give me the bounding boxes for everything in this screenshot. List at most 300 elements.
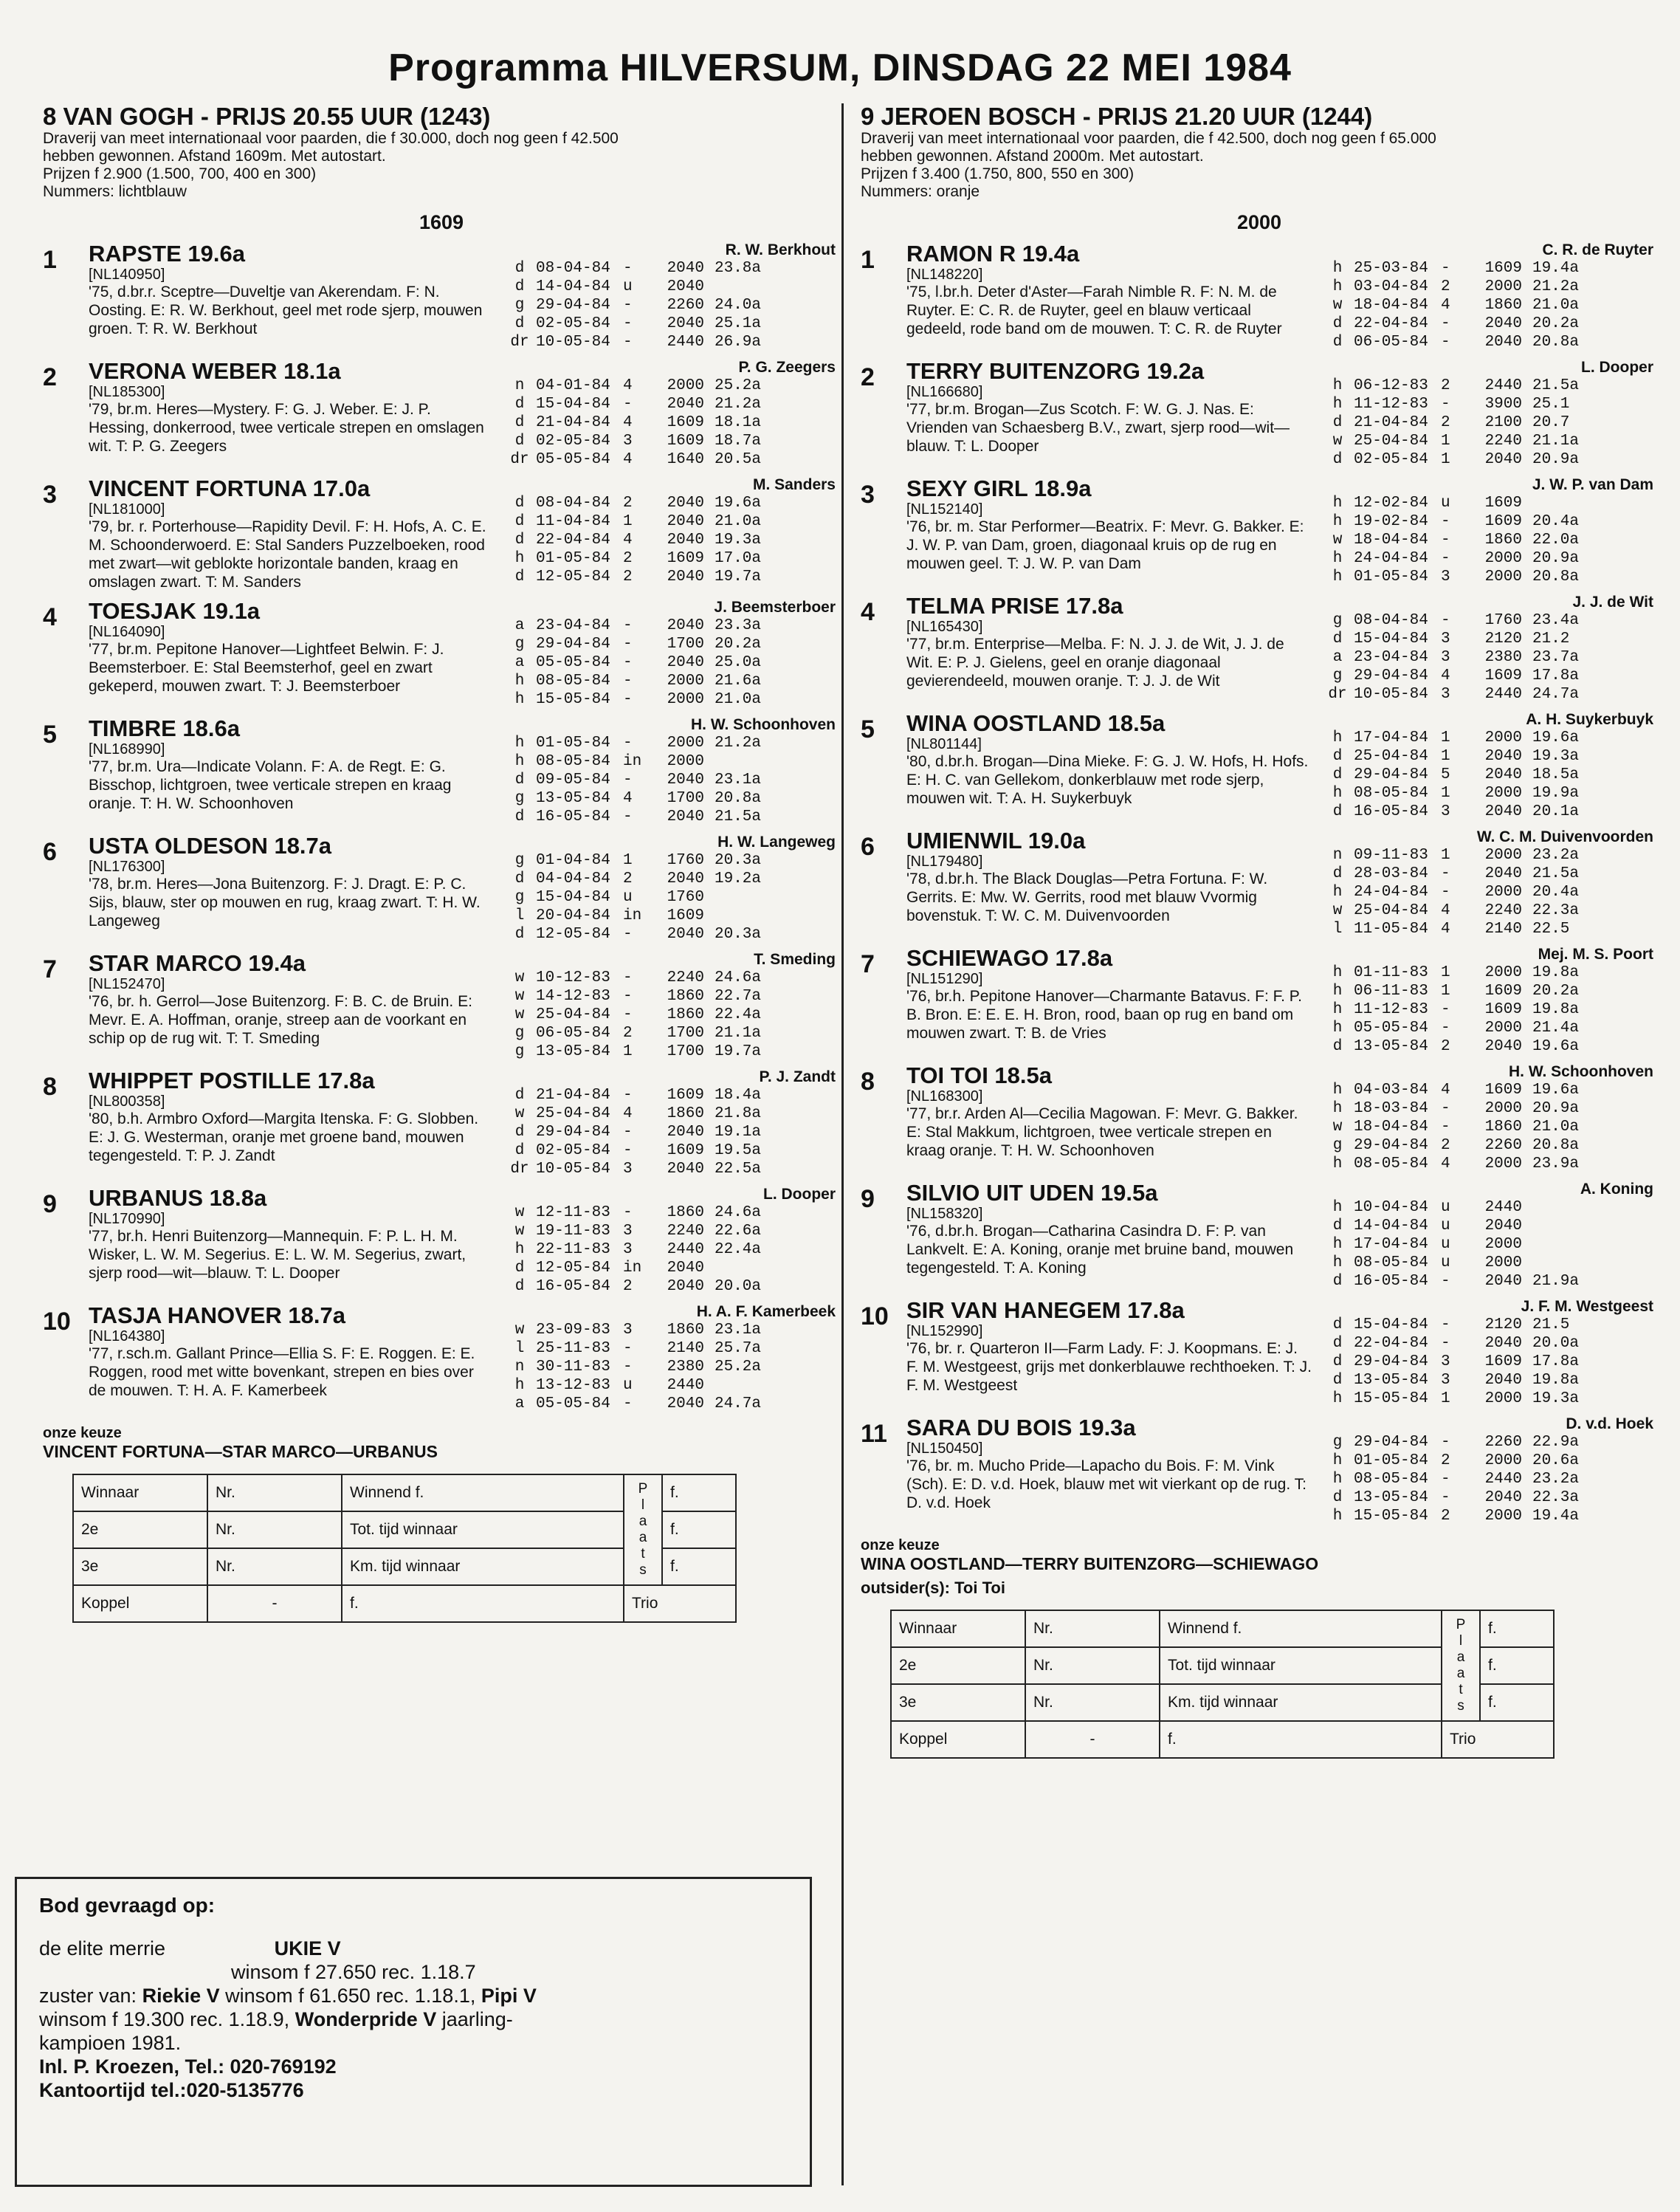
- form-track: d: [1332, 1316, 1343, 1333]
- form-track: d: [514, 772, 525, 789]
- horse-number: 6: [43, 838, 57, 866]
- form-date: 18-03-84: [1354, 1100, 1428, 1117]
- form-row: [503, 808, 836, 826]
- horse-name: STAR MARCO 19.4a: [89, 950, 306, 976]
- form-time: [715, 752, 781, 771]
- outsider-picks: outsider(s): Toi Toi: [861, 1579, 1005, 1597]
- form-row: [503, 1043, 836, 1061]
- bet-label-tot-tijd: Tot. tijd winnaar: [342, 1511, 624, 1548]
- form-row: [1321, 1488, 1653, 1507]
- horse-name: TASJA HANOVER 18.7a: [89, 1302, 345, 1328]
- form-distance: 1700: [667, 1025, 704, 1042]
- form-track: n: [514, 1359, 525, 1375]
- race-condition-line: Nummers: oranje: [861, 183, 980, 200]
- horse-number: 1: [43, 246, 57, 274]
- form-track: w: [1332, 1119, 1343, 1136]
- form-row: [503, 1222, 836, 1240]
- form-time: 25.7a: [715, 1340, 762, 1357]
- form-position: -: [1441, 513, 1450, 530]
- race-9-column: [861, 103, 1658, 1759]
- form-date: 11-12-83: [1354, 396, 1428, 413]
- form-date: 22-11-83: [536, 1241, 610, 1258]
- form-date: 13-05-84: [1354, 1489, 1428, 1506]
- horse-trainer: A. H. Suykerbuyk: [1526, 711, 1653, 728]
- horse-name: SEXY GIRL 18.9a: [906, 475, 1092, 501]
- form-track: d: [1332, 803, 1343, 820]
- form-date: 16-05-84: [1354, 803, 1428, 820]
- form-track: w: [1332, 433, 1343, 450]
- race-condition-line: Prijzen f 3.400 (1.750, 800, 550 en 300): [861, 165, 1135, 182]
- ad-title: Bod gevraagd op:: [39, 1894, 216, 1917]
- race-title: 8 VAN GOGH - PRIJS 20.55 UUR (1243): [43, 103, 491, 130]
- form-row: [1321, 1433, 1653, 1452]
- form-distance: 2000: [1484, 847, 1522, 864]
- form-date: 22-04-84: [1354, 1335, 1428, 1352]
- horse-name: SCHIEWAGO 17.8a: [906, 945, 1113, 971]
- form-distance: 1609: [667, 1087, 704, 1104]
- form-time: 21.1a: [1532, 433, 1580, 450]
- race-condition-line: Draverij van meet internationaal voor paarden, die f 42.500, doch nog geen f 65.000: [861, 130, 1436, 147]
- onze-keuze-picks: WINA OOSTLAND—TERRY BUITENZORG—SCHIEWAGO: [861, 1554, 1319, 1573]
- form-position: -: [623, 396, 633, 413]
- form-position: 1: [1441, 785, 1450, 802]
- form-position: 2: [623, 550, 633, 567]
- form-position: -: [623, 691, 633, 708]
- form-time: [1532, 1217, 1599, 1235]
- form-track: d: [1332, 315, 1343, 332]
- form-row: [1321, 1136, 1653, 1155]
- form-row: [503, 296, 836, 315]
- horse-trainer: R. W. Berkhout: [725, 241, 836, 258]
- race-distance: 2000: [1236, 211, 1282, 233]
- horse-form: [495, 1068, 836, 1178]
- horse-form: [495, 834, 836, 944]
- form-time: 25.2a: [715, 1359, 762, 1375]
- form-position: 2: [1441, 1137, 1450, 1154]
- form-position: -: [1441, 1273, 1450, 1290]
- form-time: 21.0a: [1532, 297, 1580, 314]
- horse-description: '77, br.m. Pepitone Hanover—Lightfeet Belwin. F: J. Beemsterboer. E: Stal Beemsterhof, geel en zwart gekeperd, mouwen zwart. T: J. Beemsterboer: [89, 641, 444, 695]
- form-time: 19.4a: [1532, 260, 1580, 277]
- form-distance: 1609: [667, 433, 704, 450]
- form-position: 4: [1441, 1155, 1450, 1172]
- form-time: 20.2a: [715, 636, 762, 653]
- form-distance: 2000: [1484, 1452, 1522, 1469]
- form-row: [503, 690, 836, 709]
- form-track: h: [514, 1377, 525, 1394]
- form-distance: 2240: [1484, 433, 1522, 450]
- form-row: [1321, 729, 1653, 747]
- horse-info: [89, 359, 495, 469]
- form-position: 4: [623, 414, 633, 431]
- form-time: 24.0a: [715, 297, 762, 314]
- plaats-letter: a: [1456, 1649, 1465, 1665]
- form-distance: 2140: [667, 1340, 704, 1357]
- horse-description: '77, br.m. Brogan—Zus Scotch. F: W. G. J. Nas. E: Vrienden van Schaesberg B.V., zwart, sjerp rood—wit—blauw. T: L. Dooper: [906, 401, 1290, 455]
- horse-description: '75, d.br.r. Sceptre—Duveltje van Akerendam. F: N. Oosting. E: R. W. Berkhout, geel met rode sjerp, mouwen groen. T: R. W. Berkhout: [89, 284, 483, 337]
- horse-code: [NL168990]: [89, 741, 165, 758]
- form-row: [503, 1086, 836, 1105]
- horse-entry: [861, 241, 1658, 351]
- form-date: 13-05-84: [536, 1043, 610, 1060]
- horse-number: 11: [861, 1420, 887, 1448]
- form-date: 10-05-84: [536, 334, 610, 351]
- form-distance: 1609: [1484, 1001, 1522, 1018]
- form-track: g: [514, 889, 525, 906]
- horse-form: [1312, 1063, 1653, 1173]
- form-track: g: [514, 1025, 525, 1042]
- form-time: 19.1a: [715, 1124, 762, 1141]
- form-date: 22-04-84: [1354, 315, 1428, 332]
- form-position: -: [623, 1204, 633, 1221]
- form-row: [503, 1395, 836, 1413]
- form-position: -: [1441, 396, 1450, 413]
- form-distance: 1609: [667, 550, 704, 567]
- form-position: 1: [1441, 451, 1450, 468]
- form-date: 29-04-84: [1354, 1353, 1428, 1370]
- column-divider: [841, 103, 844, 2185]
- form-track: h: [1332, 396, 1343, 413]
- bet-label-km-tijd: Km. tijd winnaar: [1160, 1684, 1442, 1721]
- horse-trainer: J. W. P. van Dam: [1532, 476, 1653, 493]
- horse-code: [NL176300]: [89, 859, 165, 875]
- horse-trainer: J. Beemsterboer: [714, 599, 836, 616]
- form-track: h: [514, 735, 525, 752]
- form-row: [1321, 549, 1653, 568]
- form-date: 01-05-84: [536, 735, 610, 752]
- horse-name: SIR VAN HANEGEM 17.8a: [906, 1297, 1185, 1323]
- horse-name: SILVIO UIT UDEN 19.5a: [906, 1180, 1158, 1206]
- form-distance: 2040: [667, 1124, 704, 1141]
- form-position: -: [623, 772, 633, 789]
- form-distance: 2040: [667, 396, 704, 413]
- form-position: 2: [1441, 278, 1450, 295]
- horse-entry: [43, 476, 840, 591]
- horse-description: '79, br.m. Heres—Mystery. F: G. J. Weber. E: J. P. Hessing, donkerrood, twee verticale strepen en omslagen wit. T: P. G. Zeegers: [89, 401, 484, 455]
- horse-info: [906, 1298, 1312, 1408]
- form-position: 3: [623, 1223, 633, 1240]
- ad-line-5: kampioen 1981.: [39, 2032, 182, 2054]
- form-date: 10-12-83: [536, 969, 610, 986]
- form-date: 08-04-84: [536, 495, 610, 512]
- form-distance: 1700: [667, 790, 704, 807]
- form-distance: 2040: [667, 495, 704, 512]
- form-time: 19.7a: [715, 1043, 762, 1060]
- form-date: 28-03-84: [1354, 865, 1428, 882]
- form-time: 21.5a: [715, 808, 762, 825]
- form-date: 04-01-84: [536, 377, 610, 394]
- horse-number: 8: [43, 1073, 57, 1101]
- form-position: 3: [623, 1241, 633, 1258]
- form-position: -: [1441, 1020, 1450, 1037]
- form-date: 30-11-83: [536, 1359, 610, 1375]
- form-distance: 2040: [667, 532, 704, 549]
- form-time: 18.5a: [1532, 766, 1580, 783]
- form-time: 21.0a: [715, 513, 762, 530]
- form-position: -: [623, 617, 633, 634]
- form-distance: 2040: [667, 513, 704, 530]
- form-track: d: [514, 513, 525, 530]
- form-date: 16-05-84: [536, 808, 610, 825]
- form-position: 2: [1441, 414, 1450, 431]
- form-track: a: [1332, 649, 1343, 666]
- form-row: [503, 1141, 836, 1160]
- form-time: 19.7a: [715, 569, 762, 585]
- form-time: 25.2a: [715, 377, 762, 394]
- form-track: h: [1332, 884, 1343, 901]
- form-position: -: [623, 1124, 633, 1141]
- form-track: h: [1332, 1082, 1343, 1099]
- form-position: -: [623, 1087, 633, 1104]
- bet-dash: -: [207, 1585, 342, 1622]
- form-distance: 1609: [667, 1142, 704, 1159]
- form-position: in: [623, 1260, 642, 1277]
- form-distance: 2040: [1484, 451, 1522, 468]
- horse-entry: [861, 946, 1658, 1056]
- form-date: 29-04-84: [1354, 766, 1428, 783]
- form-track: h: [1332, 1508, 1343, 1525]
- form-track: g: [514, 297, 525, 314]
- form-time: [1532, 494, 1599, 512]
- form-position: -: [1441, 1489, 1450, 1506]
- horse-code: [NL158320]: [906, 1206, 983, 1222]
- form-date: 08-05-84: [1354, 1471, 1428, 1488]
- horse-info: [89, 834, 495, 944]
- horse-form: [495, 476, 836, 591]
- form-track: d: [514, 1260, 525, 1277]
- form-position: u: [1441, 1199, 1450, 1216]
- form-row: [1321, 846, 1653, 865]
- horse-trainer: J. J. de Wit: [1572, 594, 1653, 611]
- form-time: 19.6a: [1532, 1038, 1580, 1055]
- form-date: 09-05-84: [536, 772, 610, 789]
- form-track: d: [1332, 1489, 1343, 1506]
- plaats-letter: P: [1456, 1617, 1466, 1632]
- form-row: [1321, 1000, 1653, 1019]
- form-track: d: [1332, 766, 1343, 783]
- form-position: -: [1441, 865, 1450, 882]
- bet-label-nr: Nr.: [207, 1511, 342, 1548]
- form-position: u: [623, 1377, 633, 1394]
- form-date: 16-05-84: [536, 1278, 610, 1295]
- horse-trainer: H. W. Schoonhoven: [690, 716, 836, 733]
- form-position: -: [1441, 1434, 1450, 1451]
- form-position: 3: [1441, 686, 1450, 703]
- form-time: 19.8a: [1532, 1001, 1580, 1018]
- form-distance: 2440: [1484, 686, 1522, 703]
- form-distance: 2040: [667, 1278, 704, 1295]
- horse-code: [NL170990]: [89, 1211, 165, 1227]
- form-row: [1321, 259, 1653, 278]
- horse-entry: [861, 1298, 1658, 1408]
- form-date: 21-04-84: [536, 414, 610, 431]
- form-row: [1321, 685, 1653, 704]
- horse-number: 9: [861, 1185, 875, 1213]
- advertisement-box: [15, 1877, 812, 2187]
- form-distance: 1609: [667, 414, 704, 431]
- horse-number: 9: [43, 1190, 57, 1218]
- bet-form-table: [890, 1610, 1555, 1759]
- form-time: 21.2a: [1532, 278, 1580, 295]
- horse-number: 3: [43, 481, 57, 509]
- form-date: 09-11-83: [1354, 847, 1428, 864]
- form-row: [503, 907, 836, 925]
- form-track: h: [1332, 1100, 1343, 1117]
- horse-code: [NL166680]: [906, 384, 983, 400]
- form-time: 21.0a: [715, 691, 762, 708]
- horse-entry: [43, 716, 840, 826]
- form-distance: 2240: [667, 969, 704, 986]
- horse-trainer: D. v.d. Hoek: [1566, 1415, 1653, 1432]
- horse-name: SARA DU BOIS 19.3a: [906, 1415, 1136, 1440]
- horse-description: '77, r.sch.m. Gallant Prince—Ellia S. F: E. Roggen. E: E. Roggen, rood met witte bovenkant, strepen en bies over de mouwen. T: H. A. F. Kamerbeek: [89, 1345, 475, 1399]
- form-track: w: [514, 1322, 525, 1339]
- plaats-letter: a: [638, 1530, 647, 1545]
- form-time: 19.6a: [715, 495, 762, 512]
- form-track: w: [514, 1223, 525, 1240]
- horse-trainer: C. R. de Ruyter: [1542, 241, 1653, 258]
- form-time: 23.3a: [715, 617, 762, 634]
- bet-field-f: f.: [1160, 1721, 1442, 1758]
- form-date: 01-11-83: [1354, 964, 1428, 981]
- form-distance: 2000: [1484, 884, 1522, 901]
- ad-line-4: [39, 2007, 788, 2031]
- form-date: 10-04-84: [1354, 1199, 1428, 1216]
- form-row: [503, 635, 836, 653]
- form-date: 06-12-83: [1354, 377, 1428, 394]
- horse-info: [906, 1063, 1312, 1173]
- form-track: d: [514, 1087, 525, 1104]
- form-row: [1321, 1371, 1653, 1390]
- horse-form: [1312, 1298, 1653, 1408]
- form-date: 19-11-83: [536, 1223, 610, 1240]
- form-row: [1321, 611, 1653, 630]
- form-distance: 2120: [1484, 1316, 1522, 1333]
- form-time: [1532, 1198, 1599, 1217]
- horse-info: [906, 828, 1312, 938]
- form-time: 26.9a: [715, 334, 762, 351]
- form-track: d: [514, 1278, 525, 1295]
- form-time: 20.1a: [1532, 803, 1580, 820]
- horse-form: [1312, 946, 1653, 1056]
- form-date: 20-04-84: [536, 907, 610, 924]
- form-position: -: [1441, 612, 1450, 629]
- form-track: h: [1332, 1020, 1343, 1037]
- form-time: 21.5a: [1532, 865, 1580, 882]
- form-position: -: [623, 1142, 633, 1159]
- race-condition-line: hebben gewonnen. Afstand 1609m. Met autostart.: [43, 148, 386, 165]
- form-position: -: [1441, 1471, 1450, 1488]
- horse-info: [89, 1186, 495, 1296]
- form-row: [1321, 1254, 1653, 1272]
- form-distance: 2040: [1484, 1217, 1522, 1234]
- plaats-column-label: [624, 1474, 662, 1585]
- horse-entry: [43, 1303, 840, 1413]
- form-track: h: [1332, 550, 1343, 567]
- form-row: [1321, 1390, 1653, 1408]
- form-distance: 1860: [667, 1006, 704, 1023]
- form-track: d: [1332, 334, 1343, 351]
- form-time: 20.0a: [1532, 1335, 1580, 1352]
- form-row: [503, 969, 836, 987]
- horse-description: '77, br.m. Ura—Indicate Volann. F: A. de Regt. E: G. Bisschop, lichtgroen, twee verticale strepen en kraag oranje. T: H. W. Schoonhoven: [89, 758, 452, 812]
- form-track: dr: [510, 334, 529, 351]
- horse-entry: [861, 828, 1658, 938]
- form-position: 1: [623, 1043, 633, 1060]
- form-position: 3: [1441, 1372, 1450, 1389]
- form-distance: 2040: [667, 772, 704, 789]
- horse-trainer: P. J. Zandt: [759, 1068, 836, 1085]
- horse-description: '76, br. m. Star Performer—Beatrix. F: Mevr. G. Bakker. E: J. W. P. van Dam, groen, diagonaal kruis op de rug en mouwen geel. T: J. W. P. van Dam: [906, 518, 1304, 572]
- race-distance: 1609: [419, 211, 464, 233]
- form-track: g: [1332, 667, 1343, 684]
- form-time: 18.4a: [715, 1087, 762, 1104]
- horse-trainer: M. Sanders: [752, 476, 836, 493]
- form-position: -: [1441, 260, 1450, 277]
- horse-form: [1312, 241, 1653, 351]
- form-distance: 1609: [1484, 1353, 1522, 1370]
- form-date: 22-04-84: [536, 532, 610, 549]
- form-date: 29-04-84: [1354, 667, 1428, 684]
- form-time: 21.4a: [1532, 1020, 1580, 1037]
- form-row: [503, 377, 836, 395]
- form-distance: 2040: [667, 260, 704, 277]
- form-distance: 3900: [1484, 396, 1522, 413]
- form-date: 05-05-84: [536, 1395, 610, 1412]
- form-position: 4: [623, 532, 633, 549]
- horse-form: [495, 1303, 836, 1413]
- form-track: h: [1332, 1471, 1343, 1488]
- form-row: [503, 413, 836, 432]
- form-position: 3: [1441, 649, 1450, 666]
- form-time: 19.3a: [715, 532, 762, 549]
- form-date: 12-02-84: [1354, 495, 1428, 512]
- form-track: l: [514, 907, 525, 924]
- horse-info: [906, 241, 1312, 351]
- bet-field-f: f.: [1480, 1647, 1554, 1684]
- form-position: -: [623, 297, 633, 314]
- horse-number: 4: [861, 598, 875, 626]
- form-distance: 1609: [1484, 1082, 1522, 1099]
- bet-label-trio: Trio: [1442, 1721, 1554, 1758]
- form-row: [503, 1105, 836, 1123]
- horse-entry: [861, 1063, 1658, 1173]
- race-title: 9 JEROEN BOSCH - PRIJS 21.20 UUR (1244): [861, 103, 1373, 130]
- form-time: 20.8a: [715, 790, 762, 807]
- form-track: h: [1332, 1199, 1343, 1216]
- bet-dash: -: [1025, 1721, 1160, 1758]
- form-distance: 1860: [1484, 1119, 1522, 1136]
- horse-number: 6: [861, 833, 875, 861]
- ad-line-4-suffix: jaarling-: [441, 2008, 513, 2030]
- form-row: [1321, 747, 1653, 766]
- form-time: [1532, 1235, 1599, 1254]
- form-row: [503, 333, 836, 351]
- form-time: [715, 1376, 781, 1395]
- horse-number: 7: [861, 950, 875, 978]
- form-row: [1321, 531, 1653, 549]
- bet-label-trio: Trio: [624, 1585, 736, 1622]
- form-track: h: [1332, 1254, 1343, 1271]
- form-time: 20.8a: [1532, 569, 1580, 585]
- form-track: d: [1332, 1273, 1343, 1290]
- form-distance: 2000: [667, 753, 704, 770]
- form-position: -: [623, 926, 633, 943]
- horse-trainer: H. A. F. Kamerbeek: [696, 1303, 836, 1320]
- form-time: 20.9a: [1532, 451, 1580, 468]
- form-position: -: [623, 654, 633, 671]
- form-position: 1: [623, 513, 633, 530]
